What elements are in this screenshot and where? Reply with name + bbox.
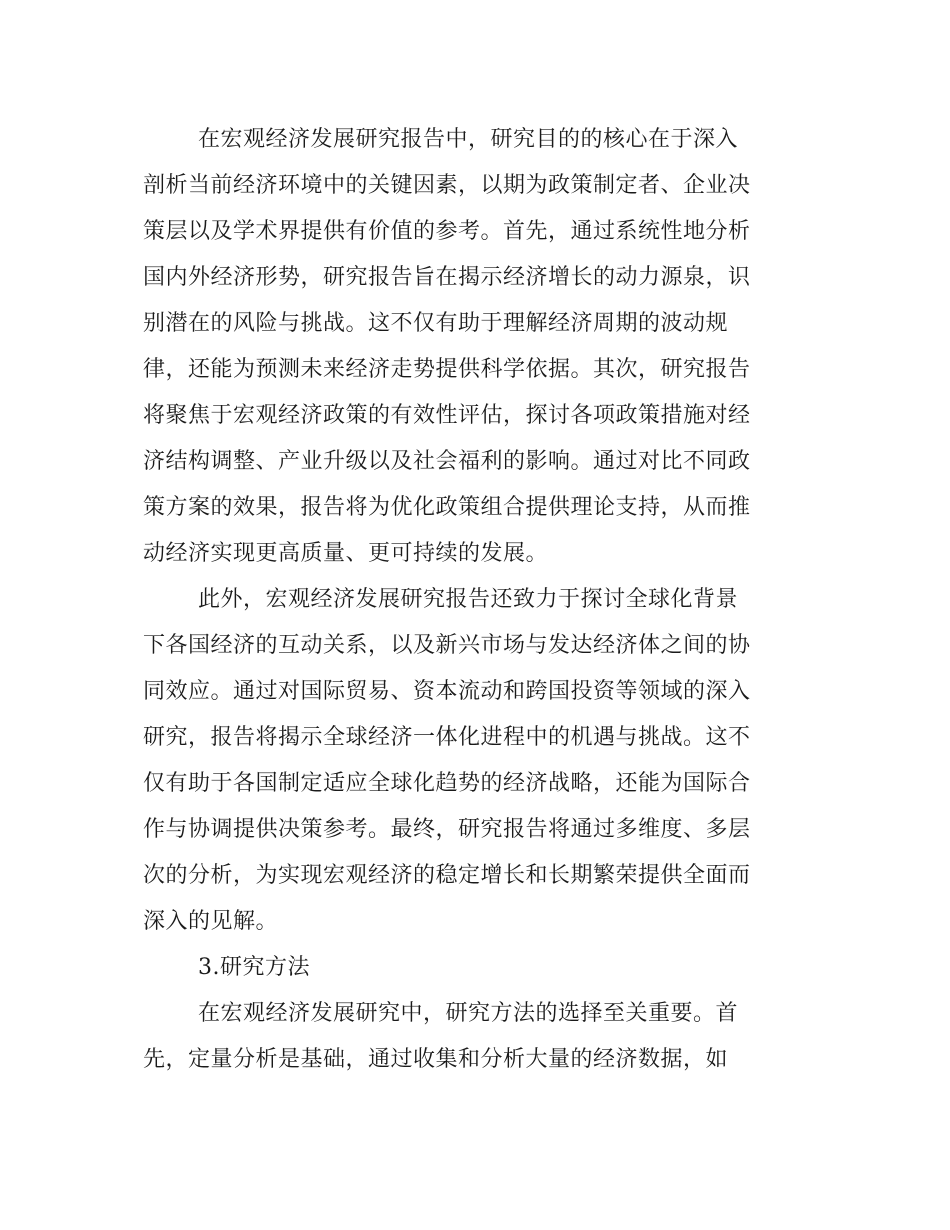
paragraph-1-line-2: 剖析当前经济环境中的关键因素，以期为政策制定者、企业决 [143,173,751,198]
paragraph-1-line-6: 律，还能为预测未来经济走势提供科学依据。其次，研究报告 [143,357,751,382]
paragraph-1-line-8: 济结构调整、产业升级以及社会福利的影响。通过对比不同政 [143,449,751,474]
paragraph-1-line-3: 策层以及学术界提供有价值的参考。首先，通过系统性地分析 [143,219,751,244]
section-heading: 3.研究方法 [198,955,310,980]
paragraph-2-line-3: 同效应。通过对国际贸易、资本流动和跨国投资等领域的深入 [143,679,751,704]
paragraph-3-line-2: 先，定量分析是基础，通过收集和分析大量的经济数据，如 [143,1047,729,1072]
paragraph-2-line-1: 此外，宏观经济发展研究报告还致力于探讨全球化背景 [198,587,739,612]
paragraph-2-line-4: 研究，报告将揭示全球经济一体化进程中的机遇与挑战。这不 [143,725,751,750]
paragraph-2-line-7: 次的分析，为实现宏观经济的稳定增长和长期繁荣提供全面而 [143,863,751,888]
paragraph-2-line-8: 深入的见解。 [143,909,279,934]
paragraph-2-line-5: 仅有助于各国制定适应全球化趋势的经济战略，还能为国际合 [143,771,751,796]
paragraph-2-line-6: 作与协调提供决策参考。最终，研究报告将通过多维度、多层 [143,817,751,842]
paragraph-2-line-2: 下各国经济的互动关系，以及新兴市场与发达经济体之间的协 [143,633,751,658]
paragraph-1-line-1: 在宏观经济发展研究报告中，研究目的的核心在于深入 [198,127,739,152]
paragraph-1-line-7: 将聚焦于宏观经济政策的有效性评估，探讨各项政策措施对经 [143,403,751,428]
paragraph-3-line-1: 在宏观经济发展研究中，研究方法的选择至关重要。首 [198,1001,739,1026]
paragraph-1-line-5: 别潜在的风险与挑战。这不仅有助于理解经济周期的波动规 [143,311,729,336]
paragraph-1-line-10: 动经济实现更高质量、更可持续的发展。 [143,541,549,566]
paragraph-1-line-4: 国内外经济形势，研究报告旨在揭示经济增长的动力源泉，识 [143,265,751,290]
paragraph-1-line-9: 策方案的效果，报告将为优化政策组合提供理论支持，从而推 [143,495,751,520]
